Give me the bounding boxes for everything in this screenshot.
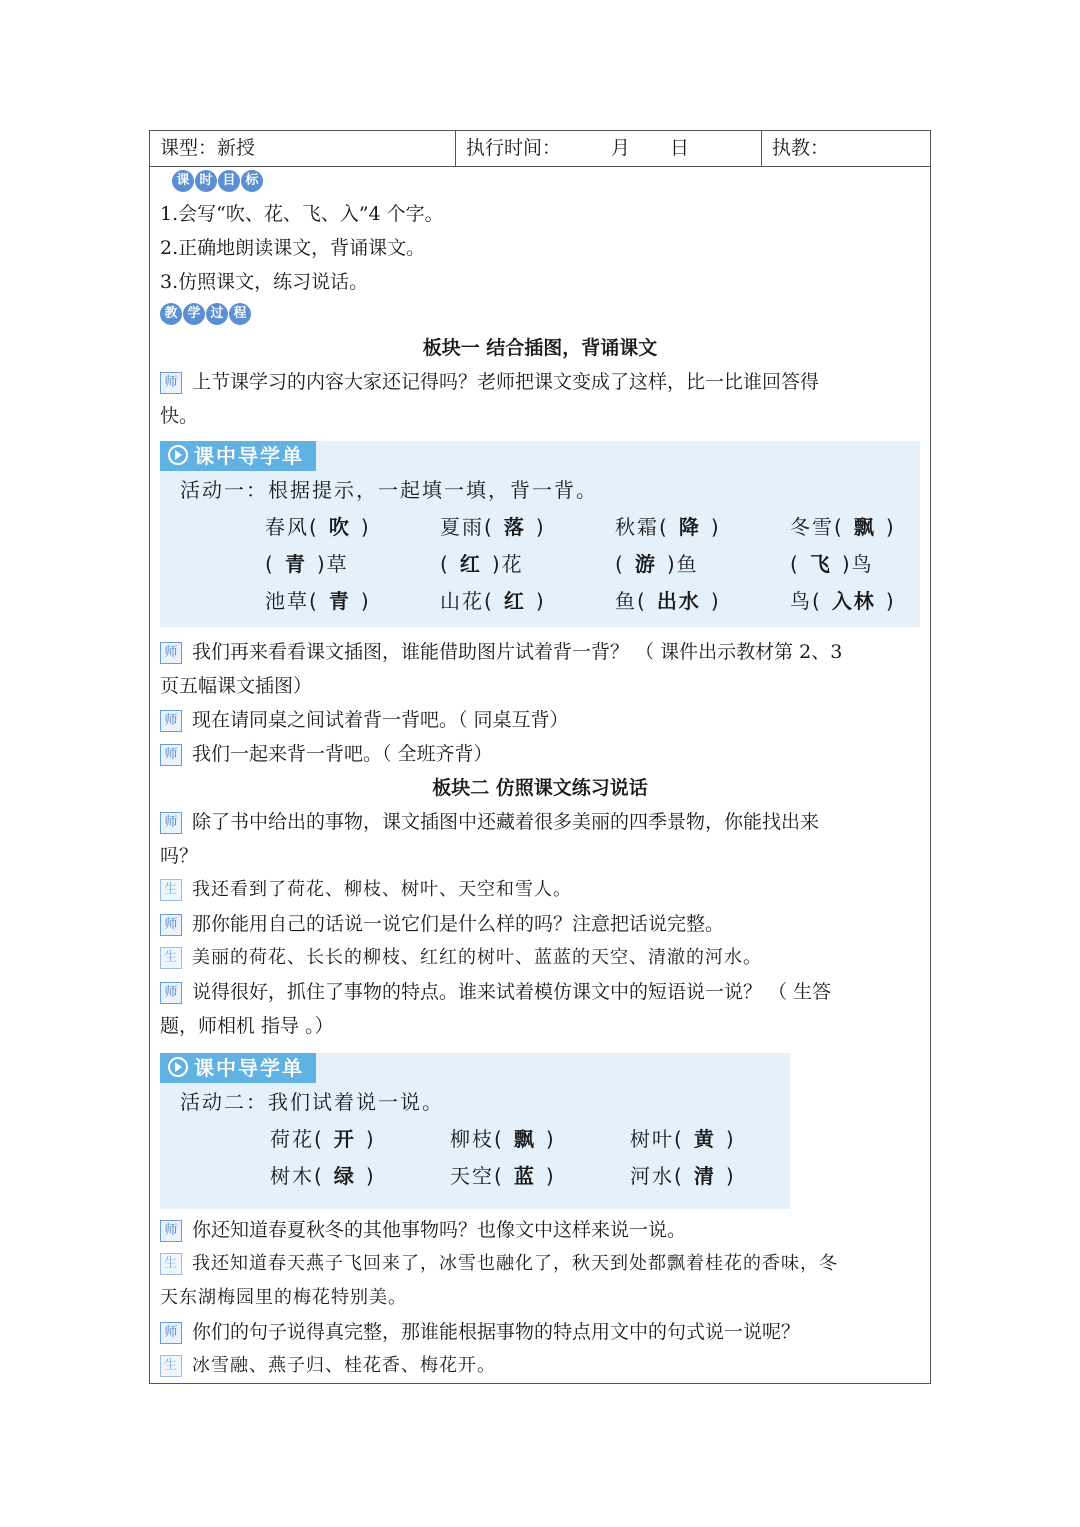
fill-item: 柳枝( 飘 ) [450,1127,556,1151]
teacher-line: 师 现在请同桌之间试着背一背吧。（ 同桌互背） [160,703,920,737]
student-tag: 生 [160,1355,182,1377]
fill-item: 荷花( 开 ) [270,1127,376,1151]
activity-2-grid [160,1121,790,1195]
fill-item: ( 红 )花 [440,552,524,576]
teacher-line: 师 我们再来看看课文插图，谁能借助图片试着背一背？ （ 课件出示教材第 2、3 [160,635,920,669]
lesson-plan-table [149,130,931,1384]
teacher-tag: 师 [160,642,182,664]
fill-item: 鱼( 出水 ) [615,589,721,613]
teacher-line-cont: 题，师相机 指导 。） [160,1015,334,1037]
teacher-line-cont: 快。 [160,405,199,427]
goals-badge-row [160,167,920,197]
fill-item: 春风( 吹 ) [265,515,371,539]
process-badge-row [160,299,920,331]
teacher-tag: 师 [160,1322,182,1344]
teacher-line-cont: 页五幅课文插图） [160,675,313,697]
fill-item: 树叶( 黄 ) [630,1127,736,1151]
section2-title: 板块二 仿照课文练习说话 [432,777,648,799]
teacher-line: 师 我们一起来背一背吧。（ 全班齐背） [160,737,920,771]
exec-time-cell [456,131,762,166]
goal-item: 1.会写“吹、花、飞、入”4 个字。 [160,203,444,225]
student-tag: 生 [160,947,182,969]
play-icon [168,1057,188,1077]
teacher-tag: 师 [160,710,182,732]
fill-item: 冬雪( 飘 ) [790,515,896,539]
teacher-tag: 师 [160,914,182,936]
fill-item: 夏雨( 落 ) [440,515,546,539]
student-line: 生 我还知道春天燕子飞回来了，冰雪也融化了，秋天到处都飘着桂花的香味，冬 [160,1247,920,1281]
fill-item: ( 飞 )鸟 [790,552,874,576]
teacher-line: 师 那你能用自己的话说一说它们是什么样的吗？注意把话说完整。 [160,907,920,941]
header-row [150,131,930,167]
process-badge: 教 学 过 程 [160,303,251,325]
guide-sheet-1 [160,441,920,627]
fill-item: ( 青 )草 [265,552,349,576]
activity-1-grid [160,509,920,620]
teacher-tag: 师 [160,812,182,834]
fill-item: 秋霜( 降 ) [615,515,721,539]
teacher-line: 师 你还知道春夏秋冬的其他事物吗？也像文中这样来说一说。 [160,1213,920,1247]
teacher-line-cont: 吗？ [160,845,199,867]
student-line-cont: 天东湖梅园里的梅花特别美。 [160,1287,407,1308]
teacher-line: 师 上节课学习的内容大家还记得吗？老师把课文变成了这样，比一比谁回答得 [160,365,920,399]
guide-title: 课中导学单 [160,1053,316,1083]
teacher-cell: 执教： [772,137,830,159]
fill-item: 山花( 红 ) [440,589,546,613]
lesson-type-cell: 课型：新授 [150,131,456,166]
student-line: 生 我还看到了荷花、柳枝、树叶、天空和雪人。 [160,873,920,907]
activity-2: 活动二：我们试着说一说。 [180,1090,444,1114]
teacher-line: 师 你们的句子说得真完整，那谁能根据事物的特点用文中的句式说一说呢？ [160,1315,920,1349]
goals-badge: 课 时 目 标 [172,170,263,192]
fill-item: 池草( 青 ) [265,589,371,613]
activity-1: 活动一：根据提示，一起填一填，背一背。 [180,478,598,502]
guide-title: 课中导学单 [160,441,316,471]
play-icon [168,445,188,465]
student-tag: 生 [160,1253,182,1275]
student-line: 生 冰雪融、燕子归、桂花香、梅花开。 [160,1349,920,1383]
teacher-tag: 师 [160,372,182,394]
fill-item: ( 游 )鱼 [615,552,699,576]
day-label: 日 [670,137,690,159]
fill-item: 天空( 蓝 ) [450,1164,556,1188]
teacher-tag: 师 [160,744,182,766]
goal-item: 2.正确地朗读课文，背诵课文。 [160,237,426,259]
goal-item: 3.仿照课文，练习说话。 [160,271,369,293]
fill-item: 河水( 清 ) [630,1164,736,1188]
section1-title: 板块一 结合插图，背诵课文 [422,337,658,359]
teacher-line: 师 除了书中给出的事物，课文插图中还藏着很多美丽的四季景物，你能找出来 [160,805,920,839]
guide-sheet-2 [160,1053,790,1209]
exec-time-label: 执行时间： [466,137,562,159]
lesson-content [150,167,930,1383]
teacher-tag: 师 [160,982,182,1004]
fill-item: 树木( 绿 ) [270,1164,376,1188]
student-line: 生 美丽的荷花、长长的柳枝、红红的树叶、蓝蓝的天空、清澈的河水。 [160,941,920,975]
month-label: 月 [611,137,631,159]
teacher-line: 师 说得很好，抓住了事物的特点。谁来试着模仿课文中的短语说一说？ （ 生答 [160,975,920,1009]
student-tag: 生 [160,879,182,901]
teacher-tag: 师 [160,1220,182,1242]
fill-item: 鸟( 入林 ) [790,589,896,613]
